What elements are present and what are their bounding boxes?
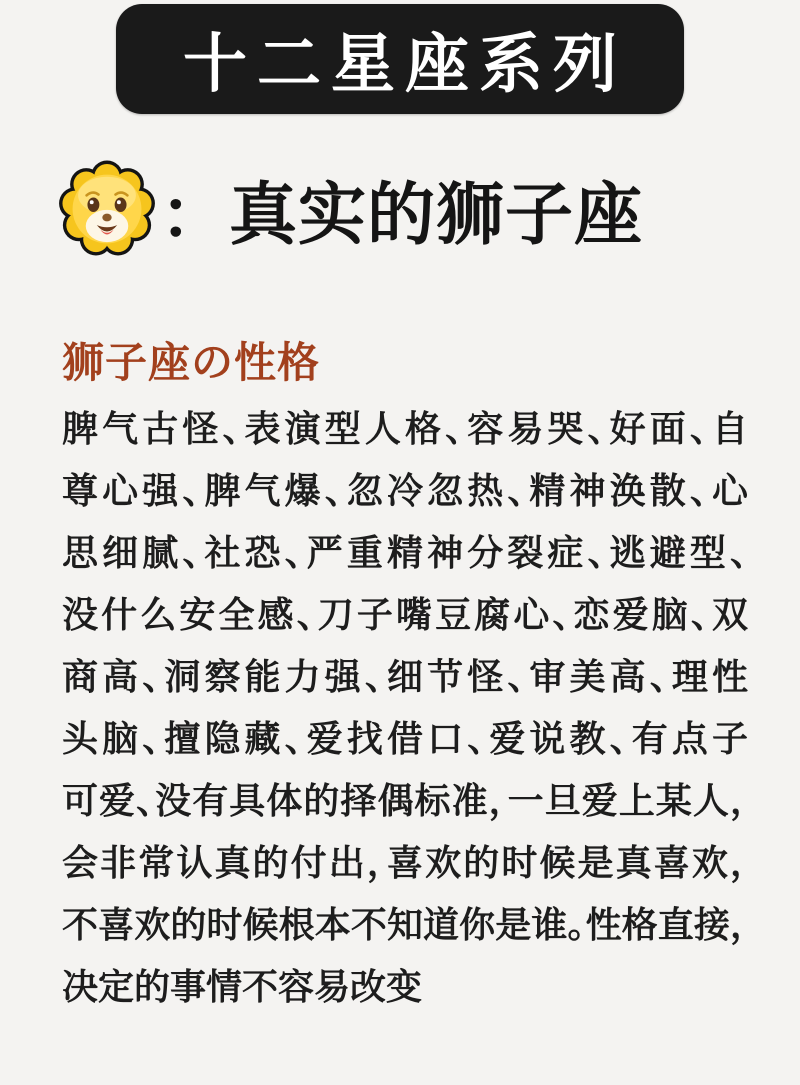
section-heading: 狮子座の性格 xyxy=(62,339,321,386)
page-title: ：真实的狮子座 xyxy=(160,176,644,253)
series-title: 十二星座系列 xyxy=(183,28,627,100)
paragraph-line: 不喜欢的时候根本不知道你是谁。性格直接， xyxy=(62,904,748,945)
paragraph-line: 可爱、没有具体的择偶标准，一旦爱上某人， xyxy=(62,780,748,821)
lion-face-emoji-icon xyxy=(56,158,158,260)
paragraph-line: 脾气古怪、表演型人格、容易哭、好面、自 xyxy=(62,408,748,449)
series-title-banner xyxy=(116,4,684,114)
paragraph-line: 没什么安全感、刀子嘴豆腐心、恋爱脑、双 xyxy=(62,594,748,635)
personality-paragraph xyxy=(62,398,748,1018)
zodiac-poster xyxy=(0,4,800,1085)
paragraph-line: 商高、洞察能力强、细节怪、审美高、理性 xyxy=(62,656,748,697)
paragraph-line: 决定的事情不容易改变 xyxy=(62,966,423,1007)
paragraph-line: 头脑、擅隐藏、爱找借口、爱说教、有点子 xyxy=(62,718,748,759)
headline-row xyxy=(56,158,800,260)
paragraph-line: 会非常认真的付出，喜欢的时候是真喜欢， xyxy=(62,842,748,883)
paragraph-line: 思细腻、社恐、严重精神分裂症、逃避型、 xyxy=(62,532,748,573)
paragraph-line: 尊心强、脾气爆、忽冷忽热、精神涣散、心 xyxy=(62,470,748,511)
